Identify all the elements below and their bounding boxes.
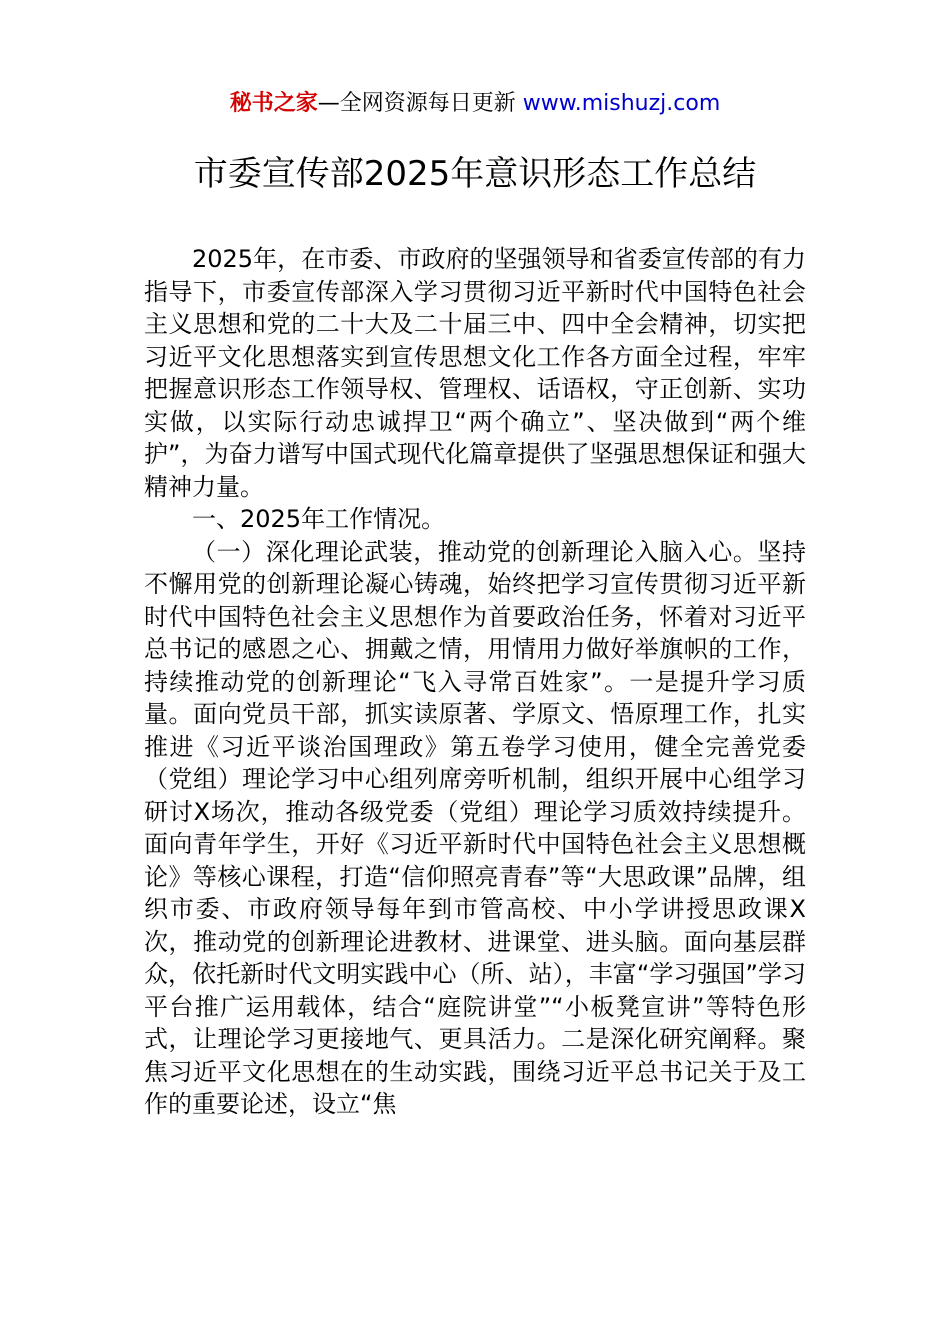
header-dash: — [317, 91, 340, 116]
document-title: 市委宣传部2025年意识形态工作总结 [193, 154, 757, 194]
paragraph-intro: 2025年，在市委、市政府的坚强领导和省委宣传部的有力指导下，市委宣传部深入学习贯彻习近平新时代中国特色社会主义思想和党的二十大及二十届三中、四中全会精神，切实把习近平文化思想落实到宣传思想文化工作各方面全过程，牢牢把握意识形态工作领导权、管理权、话语权，守正创新、实功实做，以实际行动忠诚捍卫“两个确立”、坚决做到“两个维护”，为奋力谱写中国式现代化篇章提供了坚强思想保证和强大精神力量。 [144, 245, 806, 501]
site-header [0, 88, 950, 120]
paragraph-subsection-1: （一）深化理论武装，推动党的创新理论入脑入心。坚持不懈用党的创新理论凝心铸魂，始终把学习宣传贯彻习近平新时代中国特色社会主义思想作为首要政治任务，怀着对习近平总书记的感恩之心、拥戴之情，用情用力做好举旗帜的工作，持续推动党的创新理论“飞入寻常百姓家”。一是提升学习质量。面向党员干部，抓实读原著、学原文、悟原理工作，扎实推进《习近平谈治国理政》第五卷学习使用，健全完善党委（党组）理论学习中心组列席旁听机制，组织开展中心组学习研讨X场次，推动各级党委（党组）理论学习质效持续提升。面向青年学生，开好《习近平新时代中国特色社会主义思想概论》等核心课程，打造“信仰照亮青春”等“大思政课”品牌，组织市委、市政府领导每年到市管高校、中小学讲授思政课X次，推动党的创新理论进教材、进课堂、进头脑。面向基层群众，依托新时代文明实践中心（所、站），丰富“学习强国”学习平台推广运用载体，结合“庭院讲堂”“小板凳宣讲”等特色形式，让理论学习更接地气、更具活力。二是深化研究阐释。聚焦习近平文化思想在的生动实践，围绕习近平总书记关于及工作的重要论述，设立“焦 [144, 537, 806, 1118]
document-body [144, 243, 806, 1121]
brand-name: 秘书之家 [229, 91, 318, 116]
site-url-link[interactable]: www.mishuzj.com [522, 91, 721, 116]
header-slogan: 全网资源每日更新 [339, 91, 523, 116]
section-heading-1: 一、2025年工作情况。 [192, 505, 446, 533]
